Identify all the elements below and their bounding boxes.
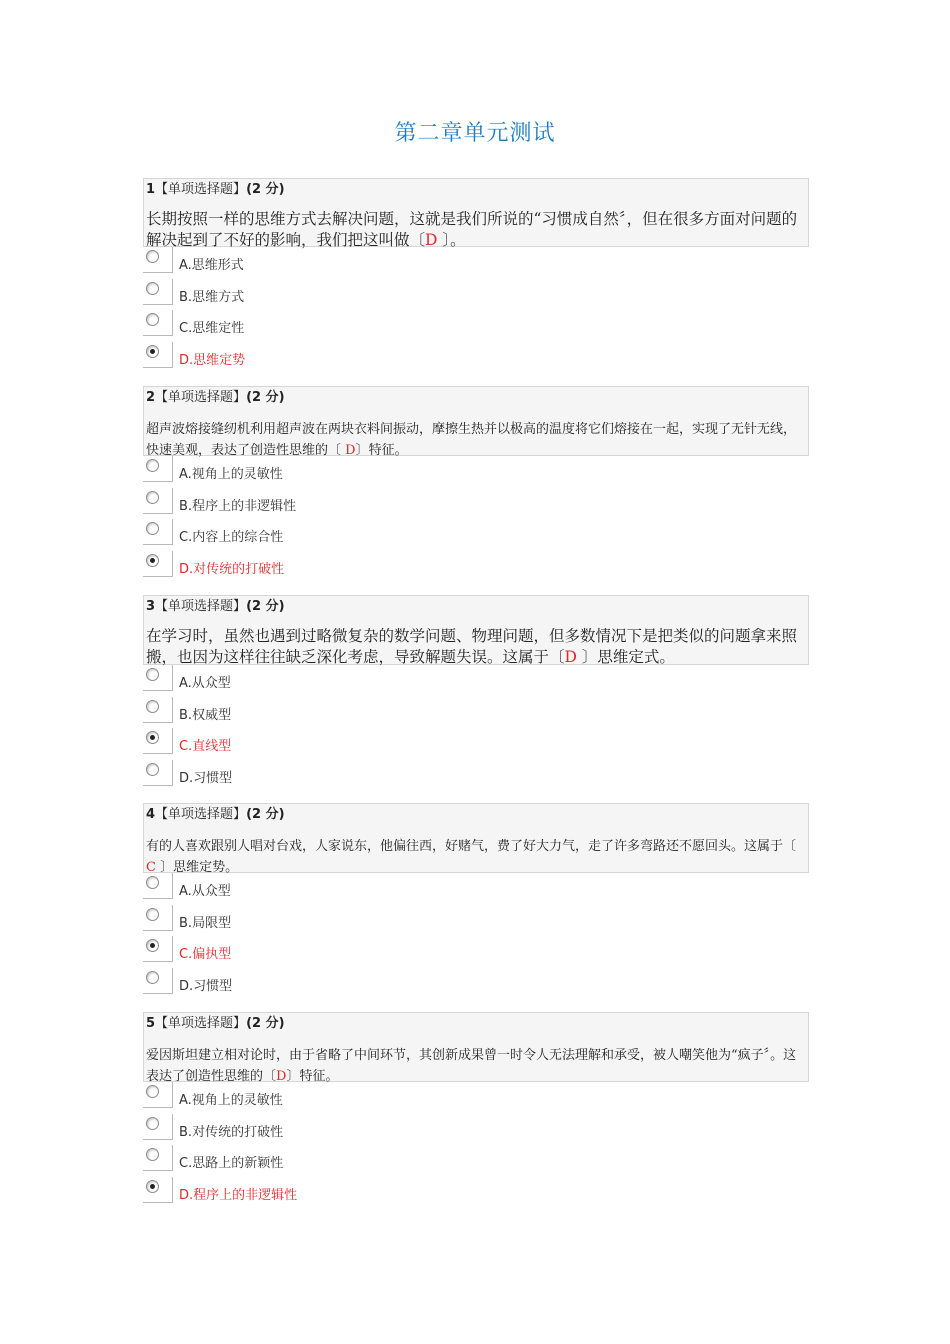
radio-button[interactable] [146,971,159,984]
answer-mark: D [425,231,438,249]
radio-button[interactable] [146,282,159,295]
option-label: B.程序上的非逻辑性 [179,498,297,514]
option-a[interactable] [143,1082,809,1114]
option-label: B.思维方式 [179,289,245,305]
question-number: 3 [146,599,156,614]
question-text: 长期按照一样的思维方式去解决问题，这就是我们所说的“习惯成自然〞，但在很多方面对问题的解决起到了不好的影响，我们把这叫做〔D 〕。 [146,210,798,249]
question-header [144,387,808,411]
option-b[interactable] [143,905,809,937]
question-text: 超声波熔接缝纫机利用超声波在两块衣料间振动，摩擦生热并以极高的温度将它们熔接在一起，实现了无针无线，快速美观，表达了创造性思维的〔 D〕特征。 [146,422,797,458]
question-score: (2 分) [246,390,285,405]
question-type: 【单项选择题】 [155,390,247,405]
question-number: 2 [146,390,156,405]
option-label-selected: C.直线型 [179,739,232,754]
question-header [144,179,808,203]
question-number: 4 [146,807,156,822]
question-box [143,595,809,665]
radio-button[interactable] [146,763,159,776]
question-text: 在学习时，虽然也遇到过略微复杂的数学问题、物理问题，但多数情况下是把类似的问题拿来照搬，也因为这样往往缺乏深化考虑，导致解题失误。这属于〔D 〕思维定式。 [146,627,798,666]
radio-button[interactable] [146,491,159,504]
question-box [143,803,809,873]
option-label: A.从众型 [179,676,231,691]
question-3 [143,595,809,791]
radio-button[interactable] [146,1085,159,1098]
question-text: 爱因斯坦建立相对论时，由于省略了中间环节，其创新成果曾一时令人无法理解和承受，被人嘲笑他为“疯子〞。这表达了创造性思维的〔D〕特征。 [146,1048,797,1084]
option-c[interactable] [143,310,809,342]
answer-mark: D [276,1069,287,1084]
radio-button[interactable] [146,700,159,713]
option-label: D.习惯型 [179,770,233,786]
radio-button-selected[interactable] [146,554,159,567]
option-d[interactable] [143,551,809,583]
radio-button[interactable] [146,668,159,681]
question-2 [143,386,809,582]
option-label: B.局限型 [179,915,232,931]
question-score: (2 分) [246,182,285,197]
question-box [143,1012,809,1082]
radio-button[interactable] [146,908,159,921]
radio-button[interactable] [146,459,159,472]
option-label-selected: C.偏执型 [179,947,232,962]
option-label: D.习惯型 [179,978,233,994]
option-c[interactable] [143,519,809,551]
question-score: (2 分) [246,1016,285,1031]
question-header [144,596,808,620]
option-label: B.权威型 [179,707,232,723]
radio-button-selected[interactable] [146,1180,159,1193]
question-type: 【单项选择题】 [155,599,247,614]
question-number: 1 [146,182,156,197]
question-box [143,386,809,456]
question-box [143,178,809,247]
option-label: C.思路上的新颖性 [179,1156,284,1171]
question-type: 【单项选择题】 [155,182,247,197]
option-label: C.思维定性 [179,321,245,336]
question-4 [143,803,809,999]
option-d[interactable] [143,1177,809,1209]
page-title: 第二章单元测试 [394,121,556,146]
option-d[interactable] [143,968,809,1000]
question-1 [143,178,809,373]
question-score: (2 分) [246,599,285,614]
option-a[interactable] [143,456,809,488]
option-a[interactable] [143,873,809,905]
answer-mark: D [345,443,356,458]
question-5 [143,1012,809,1208]
radio-button[interactable] [146,313,159,326]
option-label: B.对传统的打破性 [179,1124,284,1140]
option-d[interactable] [143,760,809,792]
question-header [144,804,808,828]
radio-button-selected[interactable] [146,939,159,952]
option-b[interactable] [143,279,809,311]
question-text: 有的人喜欢跟别人唱对台戏，人家说东，他偏往西，好赌气，费了好大力气，走了许多弯路还不愿回头。这属于〔 C 〕思维定势。 [146,839,797,875]
radio-button[interactable] [146,876,159,889]
radio-button-selected[interactable] [146,731,159,744]
option-label: A.视角上的灵敏性 [179,467,283,482]
option-c[interactable] [143,1145,809,1177]
question-header [144,1013,808,1037]
radio-button-selected[interactable] [146,345,159,358]
radio-button[interactable] [146,1117,159,1130]
radio-button[interactable] [146,1148,159,1161]
option-b[interactable] [143,697,809,729]
option-d[interactable] [143,342,809,374]
option-label: C.内容上的综合性 [179,530,284,545]
option-label-selected: D.思维定势 [179,352,246,368]
question-number: 5 [146,1016,156,1031]
option-c[interactable] [143,728,809,760]
option-label: A.视角上的灵敏性 [179,1093,283,1108]
question-type: 【单项选择题】 [155,807,247,822]
option-c[interactable] [143,936,809,968]
option-label-selected: D.对传统的打破性 [179,561,285,577]
answer-mark: C [146,860,156,875]
option-label-selected: D.程序上的非逻辑性 [179,1187,298,1203]
option-label: A.思维形式 [179,258,244,273]
option-b[interactable] [143,488,809,520]
radio-button[interactable] [146,522,159,535]
option-a[interactable] [143,665,809,697]
question-type: 【单项选择题】 [155,1016,247,1031]
radio-button[interactable] [146,250,159,263]
option-label: A.从众型 [179,884,231,899]
question-score: (2 分) [246,807,285,822]
option-b[interactable] [143,1114,809,1146]
answer-mark: D [564,648,577,666]
option-a[interactable] [143,247,809,279]
